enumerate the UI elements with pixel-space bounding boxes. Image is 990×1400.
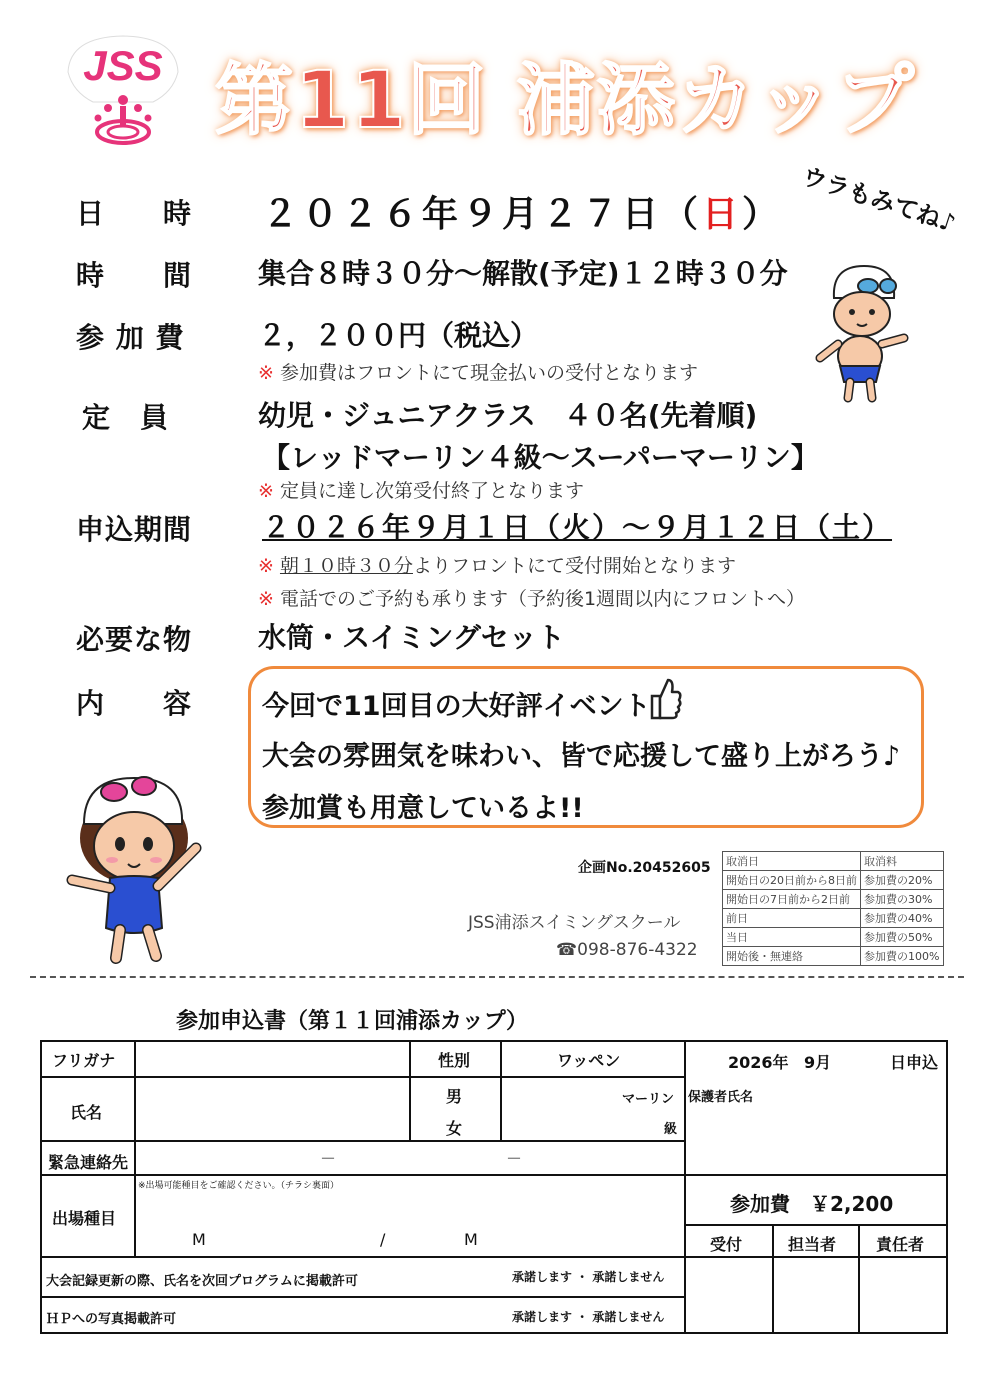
staff-label: 担当者 [788, 1235, 837, 1254]
form-divider [42, 1296, 684, 1298]
event-2-unit: M [464, 1230, 478, 1249]
manager-label: 責任者 [876, 1235, 925, 1254]
mascot-girl-illustration [62, 768, 212, 966]
capacity-note [258, 476, 584, 503]
apply-month: 9月 [804, 1053, 832, 1072]
event-time: 集合８時３０分～解散(予定)１２時３０分 [258, 257, 788, 290]
form-divider [772, 1224, 774, 1334]
fee-note-mark: ※ [258, 362, 274, 384]
apply-note-1 [258, 551, 736, 578]
event-day: 日 [702, 194, 743, 235]
form-title: 参加申込書（第１１回浦添カップ） [176, 1009, 529, 1034]
table-row [723, 909, 944, 928]
event-date-close: ） [742, 194, 783, 235]
apply-note-2-mark: ※ [258, 588, 274, 610]
table-cell: 当日 [723, 928, 861, 947]
events-label: 出場種目 [52, 1209, 117, 1228]
photo-permit-label: ＨＰへの写真掲載許可 [46, 1312, 177, 1327]
time-label: 時 間 [76, 259, 193, 292]
jss-logo [58, 32, 188, 152]
fee-label: 参 加 費 [76, 321, 185, 354]
apply-note-2 [258, 584, 805, 611]
table-row [723, 871, 944, 890]
table-cell: 開始日の20日前から8日前 [723, 871, 861, 890]
table-cell: 前日 [723, 909, 861, 928]
form-divider [42, 1256, 684, 1258]
event-date-text: ２０２６年９月２７日（ [262, 194, 703, 235]
record-permit-label: 大会記録更新の際、氏名を次回プログラムに掲載許可 [46, 1274, 358, 1289]
gender-male[interactable]: 男 [446, 1087, 463, 1106]
capacity-label: 定 員 [82, 401, 170, 434]
event-1-unit: M [192, 1230, 206, 1249]
form-divider [684, 1256, 946, 1258]
application-form [40, 1040, 948, 1334]
date-label: 日 時 [76, 197, 193, 230]
content-line-1: 今回で11回目の大好評イベント [262, 691, 651, 722]
apply-note-1-mark: ※ [258, 555, 274, 577]
page-title: 第11回 浦添カップ [215, 56, 916, 146]
gender-female[interactable]: 女 [446, 1119, 463, 1138]
fee-box: 参加費 ￥2,200 [730, 1192, 894, 1216]
table-cell: 参加費の20% [861, 871, 944, 890]
form-divider [684, 1042, 686, 1334]
plan-number: 企画No.20452605 [578, 860, 711, 876]
content-line-2: 大会の雰囲気を味わい、皆で応援して盛り上がろう♪ [262, 741, 901, 772]
apply-period: ２０２６年９月１日（火）～９月１２日（土） [262, 511, 893, 544]
form-divider [134, 1042, 136, 1174]
cut-line [30, 976, 964, 978]
fee-note-text: 参加費はフロントにて現金払いの受付となります [279, 362, 698, 384]
form-divider [684, 1224, 946, 1226]
thumbs-up-icon [646, 676, 682, 720]
capacity-note-text: 定員に達し次第受付終了となります [279, 480, 584, 502]
table-cell: 参加費の50% [861, 928, 944, 947]
fee-note [258, 358, 698, 385]
record-consent-options[interactable]: 承諾します ・ 承諾しません [512, 1270, 665, 1284]
capacity-classes: 【レッドマーリン４級～スーパーマーリン】 [262, 441, 819, 474]
table-row [723, 852, 944, 871]
table-row [723, 928, 944, 947]
table-header: 取消日 [723, 852, 861, 871]
apply-day: 日申込 [890, 1053, 939, 1072]
marlin-label: マーリン [622, 1092, 675, 1107]
form-divider [42, 1140, 684, 1142]
svg-text:JSS: JSS [83, 42, 163, 89]
table-cell: 参加費の30% [861, 890, 944, 909]
mascot-boy-illustration [812, 258, 912, 408]
content-label: 内 容 [76, 687, 193, 720]
phone-dash-2: － [506, 1149, 523, 1168]
event-separator: / [380, 1230, 386, 1249]
photo-consent-options[interactable]: 承諾します ・ 承諾しません [512, 1310, 665, 1324]
gender-label: 性別 [438, 1051, 471, 1070]
fee-value: ２，２００円（税込） [258, 319, 539, 352]
content-line-3: 参加賞も用意しているよ!! [262, 793, 584, 824]
side-note: ウラもみてね♪ [798, 161, 959, 238]
reception-label: 受付 [710, 1235, 743, 1254]
table-cell: 開始日の7日前から2日前 [723, 890, 861, 909]
table-header: 取消料 [861, 852, 944, 871]
items-label: 必要な物 [76, 623, 193, 656]
emergency-label: 緊急連絡先 [48, 1153, 129, 1172]
furigana-label: フリガナ [52, 1051, 116, 1070]
items-value: 水筒・スイミングセット [258, 621, 565, 654]
name-label: 氏名 [70, 1103, 103, 1122]
kyu-label: 級 [664, 1122, 678, 1137]
phone-number: ☎098-876-4322 [556, 940, 698, 960]
form-divider [134, 1174, 136, 1256]
school-name: JSS浦添スイミングスクール [468, 913, 681, 933]
apply-note-1-text: よりフロントにて受付開始となります [412, 555, 736, 577]
guardian-label: 保護者氏名 [688, 1090, 754, 1105]
wappen-label: ワッペン [557, 1051, 621, 1070]
apply-note-1-time: 朝１０時３０分 [279, 555, 413, 577]
table-cell: 参加費の100% [861, 947, 944, 966]
apply-year: 2026年 [728, 1053, 789, 1072]
phone-dash-1: － [320, 1149, 337, 1168]
table-row [723, 947, 944, 966]
apply-note-2-text: 電話でのご予約も承ります（予約後1週間以内にフロントへ） [279, 588, 806, 610]
event-date [262, 186, 782, 237]
apply-label: 申込期間 [76, 513, 193, 546]
table-cell: 参加費の40% [861, 909, 944, 928]
table-row [723, 890, 944, 909]
form-divider [858, 1224, 860, 1334]
form-divider [42, 1076, 684, 1078]
capacity-value: 幼児・ジュニアクラス ４０名(先着順) [258, 399, 758, 432]
capacity-note-mark: ※ [258, 480, 274, 502]
cancel-fee-table [722, 851, 944, 966]
form-divider [42, 1174, 946, 1176]
form-divider [500, 1042, 502, 1140]
events-note: ※出場可能種目をご確認ください。（チラシ裏面） [138, 1181, 340, 1191]
form-divider [409, 1042, 411, 1140]
table-cell: 開始後・無連絡 [723, 947, 861, 966]
